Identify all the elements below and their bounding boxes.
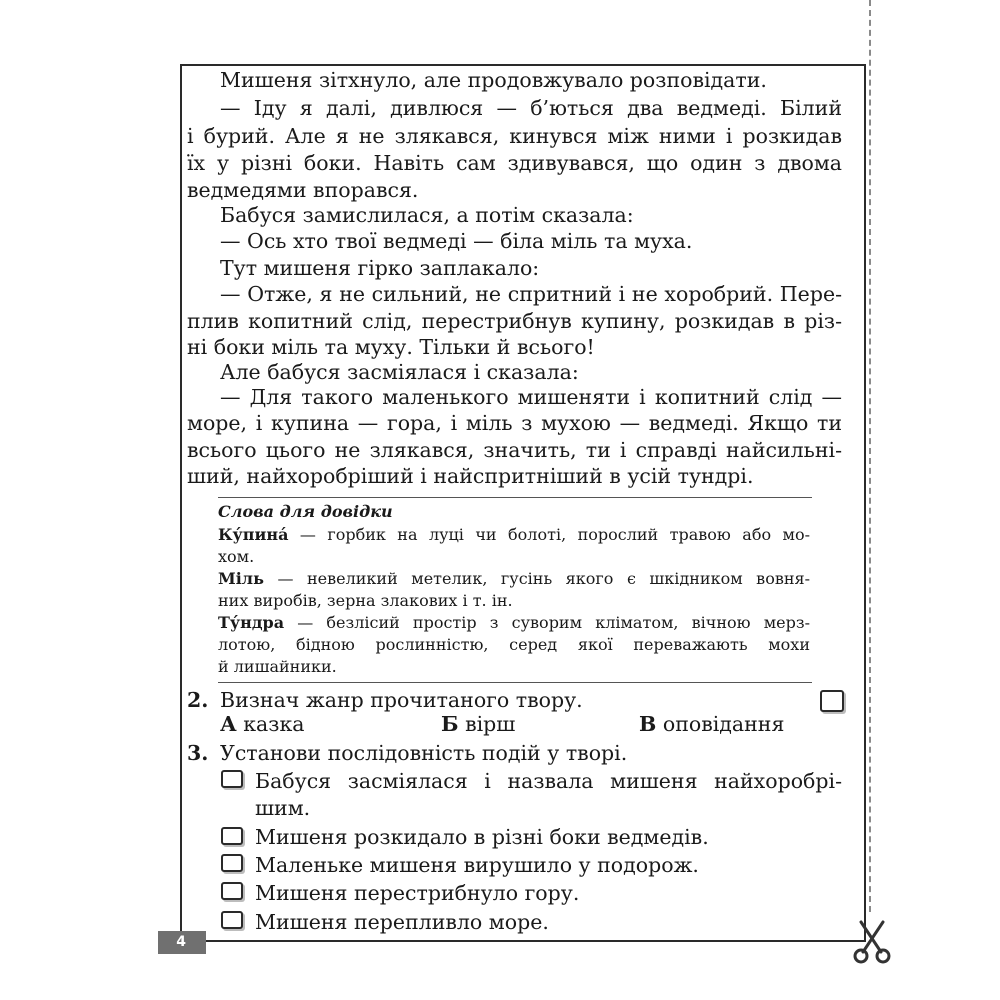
page-number: 4 bbox=[158, 931, 206, 954]
glossary-definition: й лишайники. bbox=[218, 657, 337, 676]
glossary-entry bbox=[218, 613, 810, 632]
option-b[interactable]: Б вірш bbox=[441, 712, 516, 736]
story-line: їх у різні боки. Навіть сам здивувався, що один з двома bbox=[187, 151, 842, 175]
scissors-icon bbox=[852, 918, 892, 966]
event-item: Мишеня розкидало в різні боки ведмедів. bbox=[255, 825, 709, 849]
story-line: і бурий. Але я не злякався, кинувся між ними і розкидав bbox=[187, 124, 842, 148]
story-line: ведмедями впорався. bbox=[187, 178, 419, 202]
glossary-definition: них виробів, зерна злакових і т. ін. bbox=[218, 591, 513, 610]
question-text: Визнач жанр прочитаного твору. bbox=[220, 688, 583, 712]
glossary-term: Міль bbox=[218, 569, 264, 588]
event-item: шим. bbox=[255, 796, 311, 820]
event-item: Маленьке мишеня вирушило у подорож. bbox=[255, 853, 699, 877]
glossary-definition: хом. bbox=[218, 547, 255, 566]
glossary-definition: — горбик на луці чи болоті, порослий травою або мо- bbox=[288, 525, 810, 544]
glossary-term: Ту́ндра bbox=[218, 613, 285, 632]
option-c[interactable]: В оповідання bbox=[639, 712, 785, 736]
order-checkbox[interactable] bbox=[221, 770, 243, 788]
cut-line bbox=[869, 0, 871, 912]
story-line: — Отже, я не сильний, не спритний і не хоробрий. Пере- bbox=[220, 282, 842, 306]
question-number: 2. bbox=[187, 688, 209, 712]
glossary-term: Ку́пина́ bbox=[218, 525, 289, 544]
story-line: Але бабуся засміялася і сказала: bbox=[220, 360, 579, 384]
question-text: Установи послідовність подій у творі. bbox=[220, 741, 628, 765]
glossary-bottom-rule bbox=[218, 682, 812, 683]
order-checkbox[interactable] bbox=[221, 882, 243, 900]
glossary-definition: — безлісий простір з суворим кліматом, вічною мерз- bbox=[284, 613, 810, 632]
story-line: ні боки міль та муху. Тільки й всього! bbox=[187, 335, 595, 359]
story-line: Мишеня зітхнуло, але продовжувало розповідати. bbox=[220, 68, 767, 92]
glossary-definition: — невеликий метелик, гусінь якого є шкідником вовня- bbox=[263, 569, 810, 588]
story-line: — Для такого маленького мишеняти і копитний слід — bbox=[220, 385, 842, 409]
story-line: море, і купина — гора, і міль з мухою — ведмеді. Якщо ти bbox=[187, 411, 842, 435]
story-line: ший, найхоробріший і найспритніший в усій тундрі. bbox=[187, 464, 754, 488]
question-number: 3. bbox=[187, 741, 209, 765]
glossary-title: Слова для довідки bbox=[218, 502, 393, 521]
story-line: всього цього не злякався, значить, ти і справді найсильні- bbox=[187, 438, 842, 462]
story-line: плив копитний слід, перестрибнув купину, розкидав в різ- bbox=[187, 309, 842, 333]
event-item: Бабуся засміялася і назвала мишеня найхоробрі- bbox=[255, 769, 842, 793]
event-item: Мишеня перепливло море. bbox=[255, 910, 549, 934]
glossary-top-rule bbox=[218, 497, 812, 498]
story-line: — Ось хто твої ведмеді — біла міль та муха. bbox=[220, 229, 693, 253]
story-line: Тут мишеня гірко заплакало: bbox=[220, 256, 540, 280]
answer-box[interactable] bbox=[820, 690, 844, 712]
order-checkbox[interactable] bbox=[221, 911, 243, 929]
order-checkbox[interactable] bbox=[221, 827, 243, 845]
option-a[interactable]: А казка bbox=[220, 712, 305, 736]
order-checkbox[interactable] bbox=[221, 854, 243, 872]
glossary-entry bbox=[218, 569, 810, 588]
event-item: Мишеня перестрибнуло гору. bbox=[255, 881, 580, 905]
glossary-definition: лотою, бідною рослинністю, серед якої переважають мохи bbox=[218, 635, 810, 654]
story-line: — Іду я далі, дивлюся — б’ються два ведмеді. Білий bbox=[220, 96, 842, 120]
story-line: Бабуся замислилася, а потім сказала: bbox=[220, 203, 634, 227]
glossary-entry bbox=[218, 525, 810, 544]
